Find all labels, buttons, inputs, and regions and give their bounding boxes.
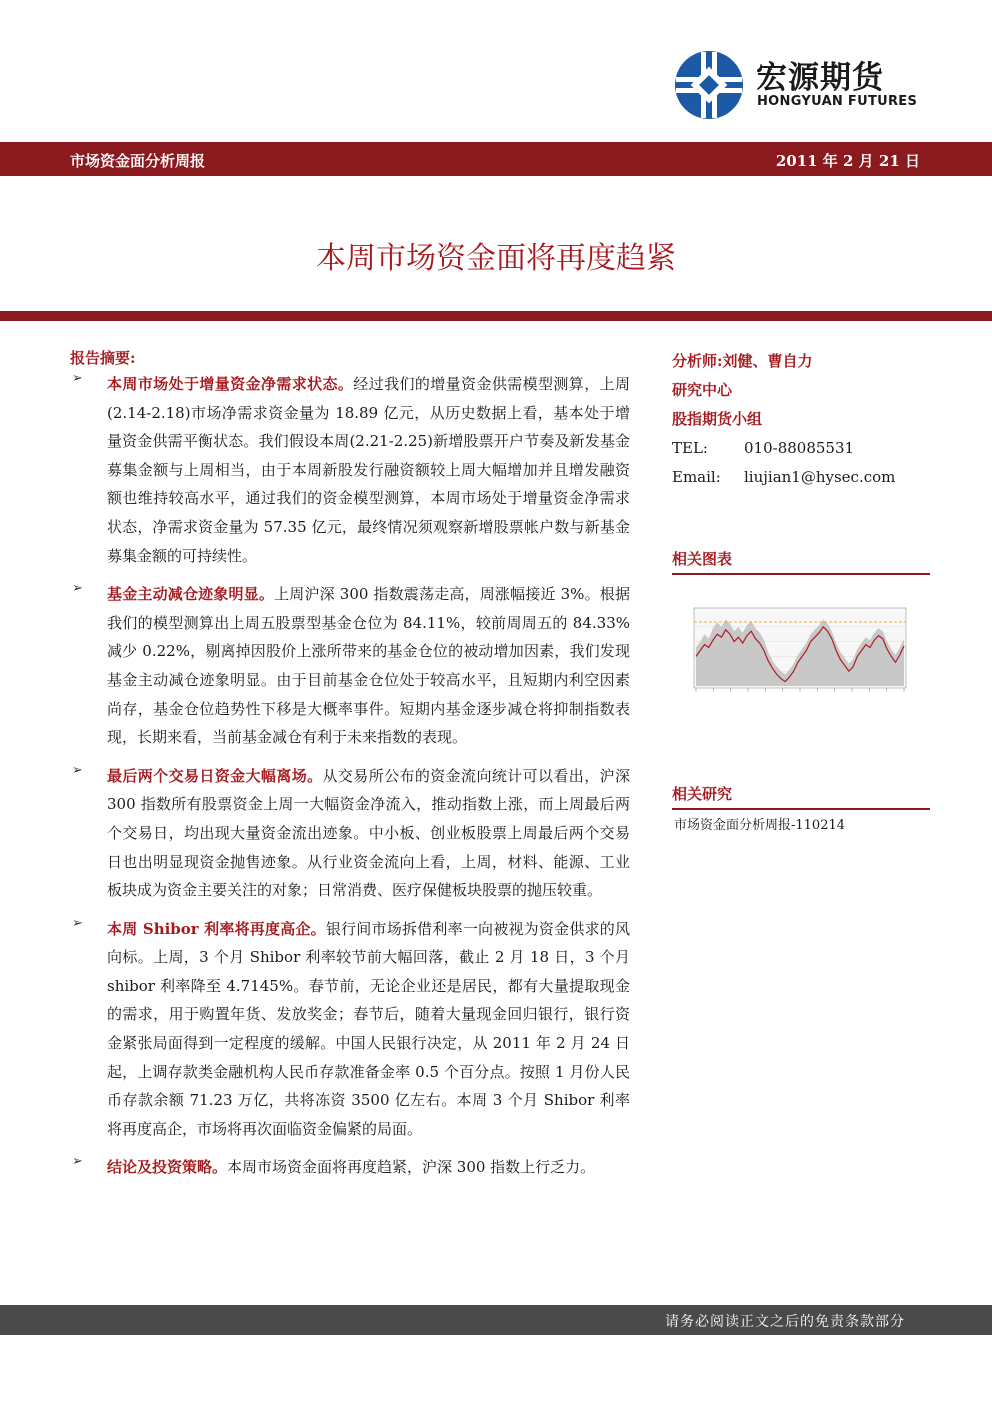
title-divider bbox=[0, 311, 992, 321]
related-chart-thumbnail[interactable] bbox=[674, 600, 924, 722]
report-date: 2011 年 2 月 21 日 bbox=[775, 152, 920, 170]
bullet-text bbox=[107, 915, 630, 1144]
summary-bullet bbox=[70, 370, 630, 570]
bullet-body: 从交易所公布的资金流向统计可以看出，沪深 300 指数所有股票资金上周一大幅资金净流入，推动指数上涨，而上周最后两个交易日，均出现大量资金流出迹象。中小板、创业板股票上周最后两个交易日也出明显现资金抛售迹象。从行业资金流向上看，上周，材料、能源、工业板块成为资金主要关注的对象；日常消费、医疗保健板块股票的抛压较重。 bbox=[107, 766, 630, 900]
email-row bbox=[672, 463, 930, 492]
analysts: 分析师:刘健、曹自力 bbox=[672, 352, 813, 370]
brand-name-en: HONGYUAN FUTURES bbox=[757, 94, 918, 109]
summary-section bbox=[70, 347, 630, 1192]
brand-name-cn: 宏源期货 bbox=[756, 60, 884, 96]
header-bar bbox=[0, 142, 992, 176]
tel-value: 010-88085531 bbox=[744, 439, 855, 457]
bullet-text bbox=[107, 1153, 630, 1182]
arrow-bullet-icon: ➢ bbox=[72, 371, 83, 386]
summary-bullet bbox=[70, 1153, 630, 1182]
bullet-body: 经过我们的增量资金供需模型测算，上周(2.14-2.18)市场净需求资金量为 18.89 亿元，从历史数据上看，基本处于增量资金供需平衡状态。我们假设本周(2.21-2.25)新增股票开户节奏及新发基金募集金额与上周相当，由于本周新股发行融资额较上周大幅增加并且增发融资额也维持较高水平，通过我们的资金模型测算，本周市场处于增量资金净需求状态，净需求资金量为 57.35 亿元，最终情况须观察新增股票帐户数与新基金募集金额的可持续性。 bbox=[107, 375, 630, 565]
bullet-heading: 结论及投资策略。 bbox=[107, 1158, 228, 1177]
bullet-body: 银行间市场拆借利率一向被视为资金供求的风向标。上周，3 个月 Shibor 利率较节前大幅回落，截止 2 月 18 日，3 个月 shibor 利率降至 4.7145%。春节前，无论企业还是居民，都有大量提取现金的需求，用于购置年货、发放奖金；春节后，随着大量现金回归银行，银行资金紧张局面得到一定程度的缓解。中国人民银行决定，从 2011 年 2 月 24 日起，上调存款类金融机构人民币存款准备金率 0.5 个百分点。按照 1 月份人民币存款余额 71.23 万亿，共将冻资 3500 亿左右。本周 3 个月 Shibor 利率将再度高企，市场将再次面临资金偏紧的局面。 bbox=[107, 919, 630, 1138]
bullet-heading: 基金主动减仓迹象明显。 bbox=[107, 585, 275, 604]
report-type: 市场资金面分析周报 bbox=[70, 152, 206, 170]
sidebar bbox=[672, 347, 930, 492]
tel-row bbox=[672, 434, 930, 463]
tel-label: TEL: bbox=[672, 439, 708, 457]
related-heading-label: 相关研究 bbox=[672, 785, 733, 803]
arrow-bullet-icon: ➢ bbox=[72, 1154, 83, 1170]
bullet-body: 上周沪深 300 指数震荡走高，周涨幅接近 3%。根据我们的模型测算出上周五股票型基金仓位为 84.11%，较前周周五的 84.33%减少 0.22%，剔离掉因股价上涨所带来的基金仓位的被动增加因素，我们发现基金主动减仓迹象明显。由于目前基金仓位处于较高水平，且短期内利空因素尚存，基金仓位趋势性下移是大概率事件。短期内基金逐步减仓将抑制指数表现，长期来看，当前基金减仓有利于未来指数的表现。 bbox=[107, 585, 630, 747]
disclaimer-note: 请务必阅读正文之后的免责条款部分 bbox=[665, 1314, 905, 1330]
summary-bullet bbox=[70, 915, 630, 1144]
related-report-link[interactable]: 市场资金面分析周报-110214 bbox=[674, 818, 846, 833]
arrow-bullet-icon: ➢ bbox=[72, 915, 83, 931]
company-logo-icon bbox=[674, 50, 744, 120]
arrow-bullet-icon: ➢ bbox=[72, 762, 83, 778]
department: 研究中心 bbox=[672, 381, 733, 399]
email-link[interactable]: liujian1@hysec.com bbox=[744, 468, 896, 486]
related-heading bbox=[672, 783, 930, 810]
summary-label: 报告摘要: bbox=[70, 349, 136, 367]
bullet-text bbox=[107, 370, 630, 570]
footer-bar bbox=[0, 1305, 992, 1335]
team: 股指期货小组 bbox=[672, 410, 763, 428]
summary-bullet bbox=[70, 580, 630, 752]
bullet-text bbox=[107, 580, 630, 752]
bullet-heading: 本周 Shibor 利率将再度高企。 bbox=[107, 919, 326, 938]
charts-heading-label: 相关图表 bbox=[672, 550, 733, 568]
charts-heading bbox=[672, 548, 930, 575]
bullet-heading: 最后两个交易日资金大幅离场。 bbox=[107, 766, 323, 785]
bullet-body: 本周市场资金面将再度趋紧，沪深 300 指数上行乏力。 bbox=[227, 1158, 596, 1177]
arrow-bullet-icon: ➢ bbox=[72, 581, 83, 597]
bullet-text bbox=[107, 762, 630, 905]
summary-bullet bbox=[70, 762, 630, 905]
page-title: 本周市场资金面将再度趋紧 bbox=[316, 241, 676, 276]
bullet-heading: 本周市场处于增量资金净需求状态。 bbox=[107, 375, 354, 393]
email-label: Email: bbox=[672, 468, 721, 486]
